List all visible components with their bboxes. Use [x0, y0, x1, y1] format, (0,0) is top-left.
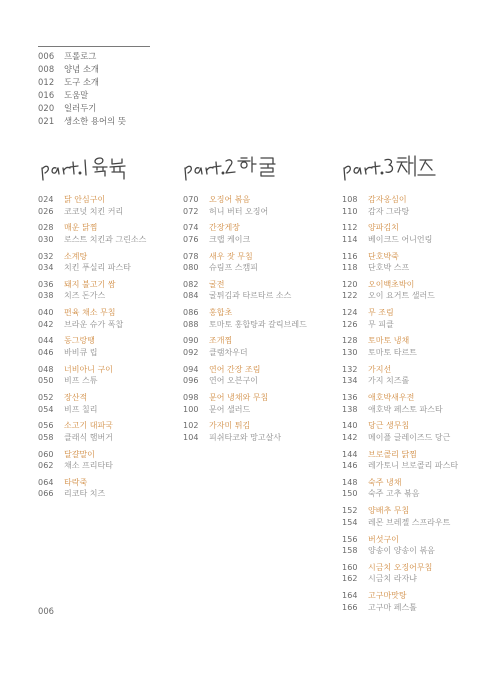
toc-entry[interactable] [342, 449, 458, 461]
page-number: 162 [342, 574, 358, 584]
page-number: 116 [342, 251, 358, 261]
entry-title: 메이플 글레이즈드 당근 [368, 432, 451, 442]
toc-entry[interactable] [38, 234, 146, 246]
toc-entry[interactable] [342, 404, 458, 416]
toc-entry[interactable] [342, 262, 458, 274]
entry-title: 굴전 [209, 279, 225, 289]
entry-title: 토마토 타르트 [368, 347, 417, 357]
toc-group [183, 364, 307, 387]
page-number: 130 [342, 347, 358, 357]
page-number: 126 [342, 319, 358, 329]
toc-entry[interactable] [38, 307, 146, 319]
entry-title: 시금치 오징어무침 [368, 562, 433, 572]
toc-entry[interactable] [342, 251, 458, 263]
toc-entry[interactable] [38, 89, 126, 102]
part1-list [38, 194, 146, 505]
entry-title: 클래식 햄버거 [64, 432, 113, 442]
page-number: 044 [38, 336, 54, 346]
page-number: 102 [183, 421, 199, 431]
toc-entry[interactable] [38, 50, 126, 63]
page-number: 046 [38, 347, 54, 357]
entry-title: 슈림프 스캠피 [209, 263, 258, 273]
page-number: 148 [342, 477, 358, 487]
page-number: 072 [183, 206, 199, 216]
page-number: 082 [183, 279, 199, 289]
entry-title: 베이크드 어니언링 [368, 234, 433, 244]
page-number: 156 [342, 534, 358, 544]
toc-entry[interactable] [38, 76, 126, 89]
toc-entry[interactable] [342, 319, 458, 331]
page-number: 024 [38, 195, 54, 204]
toc-entry[interactable] [183, 279, 307, 291]
page-number: 150 [342, 489, 358, 499]
toc-entry[interactable] [342, 590, 458, 602]
page-number: 038 [38, 291, 54, 301]
toc-group [183, 279, 307, 302]
page-number: 030 [38, 234, 54, 244]
toc-entry[interactable] [38, 63, 126, 76]
toc-group [342, 392, 458, 415]
toc-entry[interactable] [183, 432, 307, 444]
toc-group [183, 420, 307, 443]
toc-group [38, 194, 146, 217]
toc-entry[interactable] [38, 251, 146, 263]
toc-entry[interactable] [183, 290, 307, 302]
intro-list [38, 50, 126, 127]
page-number: 012 [38, 76, 55, 87]
page-number: 134 [342, 376, 358, 386]
entry-title: 소고기 대파국 [64, 421, 113, 431]
part2-heading [183, 148, 293, 182]
entry-title: 동그랑땡 [64, 336, 95, 346]
entry-title: 간장게장 [209, 223, 240, 233]
page-number: 006 [38, 51, 55, 61]
toc-entry[interactable] [38, 375, 146, 387]
toc-entry[interactable] [342, 194, 458, 206]
entry-title: 로스트 치킨과 그린소스 [64, 234, 147, 244]
page-number: 138 [342, 404, 358, 414]
entry-title: 조개찜 [209, 336, 233, 346]
page-number: 008 [38, 63, 55, 74]
page-number: 136 [342, 393, 358, 403]
page-number: 060 [38, 449, 54, 459]
toc-entry[interactable] [38, 404, 146, 416]
toc-group [342, 534, 458, 557]
page-number: 026 [38, 206, 54, 216]
toc-entry[interactable] [183, 234, 307, 246]
toc-group [38, 449, 146, 472]
page-number: 100 [183, 404, 199, 414]
toc-group [38, 335, 146, 358]
part1-handwriting [40, 148, 150, 182]
toc-entry[interactable] [183, 251, 307, 263]
toc-entry[interactable] [342, 335, 458, 347]
entry-title: 고구마맛탕 [368, 591, 407, 601]
toc-group [342, 279, 458, 302]
page-number: 054 [38, 404, 54, 414]
toc-group [342, 364, 458, 387]
entry-title: 새우 잣 무침 [209, 251, 253, 261]
page-number: 050 [38, 376, 54, 386]
entry-title: 장산적 [64, 393, 88, 403]
toc-group [38, 307, 146, 330]
toc-group [342, 590, 458, 613]
entry-title: 감자 그라탕 [368, 206, 410, 216]
entry-title: 오이백초박이 [368, 279, 415, 289]
toc-group [183, 251, 307, 274]
top-rule [38, 46, 150, 47]
page-number: 088 [183, 319, 199, 329]
page-number: 132 [342, 364, 358, 374]
entry-title: 가지선 [368, 364, 392, 374]
page-number: 104 [183, 432, 199, 442]
entry-title: 당근 생무침 [368, 421, 410, 431]
toc-entry[interactable] [38, 432, 146, 444]
entry-title: 단호박 스프 [368, 263, 410, 273]
page-number: 056 [38, 421, 54, 431]
toc-group [38, 420, 146, 443]
toc-group [38, 364, 146, 387]
toc-group [38, 477, 146, 500]
entry-title: 바비큐 립 [64, 347, 98, 357]
toc-entry[interactable] [342, 279, 458, 291]
part3-handwriting [342, 148, 452, 182]
page-number-footer: 006 [38, 606, 54, 616]
page-number: 094 [183, 364, 199, 374]
page-number: 110 [342, 206, 358, 216]
toc-group [38, 392, 146, 415]
page-number: 096 [183, 376, 199, 386]
entry-title: 달걀말이 [64, 449, 95, 459]
toc-entry[interactable] [342, 602, 458, 614]
toc-entry[interactable] [183, 404, 307, 416]
entry-title: 코코넛 치킨 커리 [64, 206, 124, 216]
part3-heading [342, 148, 452, 182]
toc-entry[interactable] [38, 290, 146, 302]
part2-handwriting [183, 148, 293, 182]
toc-entry[interactable] [342, 488, 458, 500]
entry-title: 고구마 페스톨 [368, 602, 417, 612]
entry-title: 생소한 용어의 뜻 [64, 115, 126, 126]
page-number: 062 [38, 461, 54, 471]
entry-title: 양념 소개 [64, 63, 100, 74]
entry-title: 홍합초 [209, 308, 233, 318]
entry-title: 무 조림 [368, 308, 394, 318]
toc-entry[interactable] [183, 347, 307, 359]
toc-entry[interactable] [183, 222, 307, 234]
part2-list [183, 194, 307, 449]
toc-entry[interactable] [38, 319, 146, 331]
page-number: 114 [342, 234, 358, 244]
page-number: 146 [342, 461, 358, 471]
entry-title: 비프 칠리 [64, 404, 98, 414]
part3-list [342, 194, 458, 618]
page-number: 122 [342, 291, 358, 301]
entry-title: 리코타 치즈 [64, 489, 106, 499]
entry-title: 클램차우더 [209, 347, 248, 357]
toc-entry[interactable] [183, 206, 307, 218]
entry-title: 너비아니 구이 [64, 364, 113, 374]
entry-title: 토마토 홍합탕과 갈릭브레드 [209, 319, 307, 329]
toc-entry[interactable] [342, 290, 458, 302]
entry-title: 브라운 슈가 폭찹 [64, 319, 124, 329]
page-number: 142 [342, 432, 358, 442]
toc-entry[interactable] [38, 262, 146, 274]
page-number: 154 [342, 517, 358, 527]
toc-entry[interactable] [183, 307, 307, 319]
toc-entry[interactable] [342, 307, 458, 319]
page-number: 074 [183, 223, 199, 233]
toc-entry[interactable] [342, 534, 458, 546]
page-number: 016 [38, 89, 55, 100]
toc-entry[interactable] [342, 234, 458, 246]
entry-title: 토마토 냉채 [368, 336, 410, 346]
entry-title: 허니 버터 오징어 [209, 206, 269, 216]
page-number: 124 [342, 308, 358, 318]
toc-group [38, 279, 146, 302]
toc-entry[interactable] [342, 222, 458, 234]
entry-title: 문어 샐러드 [209, 404, 251, 414]
page-number: 152 [342, 506, 358, 516]
entry-title: 비프 스튜 [64, 376, 98, 386]
entry-title: 단호박죽 [368, 251, 399, 261]
entry-title: 레가토니 브로콜리 파스타 [368, 461, 459, 471]
entry-title: 오징어 볶음 [209, 195, 251, 204]
page-number: 164 [342, 591, 358, 601]
entry-title: 숙주 냉채 [368, 477, 402, 487]
page-number: 118 [342, 263, 358, 273]
page-number: 086 [183, 308, 199, 318]
page-number: 066 [38, 489, 54, 499]
entry-title: 피쉬타코와 망고살사 [209, 432, 282, 442]
toc-entry[interactable] [342, 420, 458, 432]
page-number: 084 [183, 291, 199, 301]
toc-entry[interactable] [342, 505, 458, 517]
toc-group [342, 335, 458, 358]
entry-title: 채소 프리타타 [64, 461, 113, 471]
toc-group [342, 251, 458, 274]
page-number: 042 [38, 319, 54, 329]
entry-title: 편육 채소 무침 [64, 308, 116, 318]
entry-title: 소계탕 [64, 251, 88, 261]
page-number: 092 [183, 347, 199, 357]
page-number: 032 [38, 251, 54, 261]
page-number: 090 [183, 336, 199, 346]
entry-title: 브로콜리 닭찜 [368, 449, 417, 459]
toc-entry[interactable] [342, 364, 458, 376]
entry-title: 치즈 돈가스 [64, 291, 106, 301]
page-number: 098 [183, 393, 199, 403]
toc-entry[interactable] [38, 347, 146, 359]
entry-title: 크랩 케이크 [209, 234, 251, 244]
page-number: 040 [38, 308, 54, 318]
toc-entry[interactable] [38, 449, 146, 461]
page-number: 140 [342, 421, 358, 431]
toc-entry[interactable] [342, 460, 458, 472]
page-number: 128 [342, 336, 358, 346]
page-number: 048 [38, 364, 54, 374]
toc-entry[interactable] [38, 477, 146, 489]
page-number: 144 [342, 449, 358, 459]
toc-group [183, 222, 307, 245]
toc-entry[interactable] [38, 102, 126, 115]
toc-entry[interactable] [342, 562, 458, 574]
toc-entry[interactable] [183, 392, 307, 404]
entry-title: 연어 간장 조림 [209, 364, 261, 374]
toc-entry[interactable] [342, 347, 458, 359]
entry-title: 문어 냉채와 무침 [209, 393, 269, 403]
page-number: 076 [183, 234, 199, 244]
toc-group [342, 505, 458, 528]
page-number: 021 [38, 115, 55, 126]
entry-title: 무 피클 [368, 319, 394, 329]
page-number: 112 [342, 223, 358, 233]
page-number: 120 [342, 279, 358, 289]
toc-entry[interactable] [183, 335, 307, 347]
toc-entry[interactable] [183, 420, 307, 432]
toc-entry[interactable] [38, 115, 126, 128]
toc-entry[interactable] [183, 319, 307, 331]
entry-title: 감자옹심이 [368, 195, 407, 204]
toc-entry[interactable] [183, 375, 307, 387]
toc-entry[interactable] [183, 194, 307, 206]
page-number: 058 [38, 432, 54, 442]
toc-entry[interactable] [38, 279, 146, 291]
entry-title: 양배추 무침 [368, 506, 410, 516]
toc-group [342, 477, 458, 500]
page-number: 052 [38, 393, 54, 403]
entry-title: 굴튀김과 타르타르 소스 [209, 291, 292, 301]
entry-title: 연어 오븐구이 [209, 376, 258, 386]
toc-entry[interactable] [38, 335, 146, 347]
toc-group [183, 194, 307, 217]
entry-title: 레몬 브레젤 스프라우트 [368, 517, 451, 527]
toc-entry[interactable] [38, 194, 146, 206]
entry-title: 타락죽 [64, 477, 88, 487]
entry-title: 숙주 고추 볶음 [368, 489, 420, 499]
entry-title: 도구 소개 [64, 76, 100, 87]
entry-title: 일러두기 [64, 102, 97, 113]
page-number: 034 [38, 263, 54, 273]
entry-title: 오이 요거트 샐러드 [368, 291, 435, 301]
part1-heading [40, 148, 150, 182]
page-number: 078 [183, 251, 199, 261]
toc-entry[interactable] [38, 420, 146, 432]
toc-entry[interactable] [38, 488, 146, 500]
toc-entry[interactable] [342, 432, 458, 444]
page-number: 160 [342, 562, 358, 572]
toc-entry[interactable] [342, 392, 458, 404]
toc-entry[interactable] [38, 364, 146, 376]
entry-title: 치킨 푸실리 파스타 [64, 263, 131, 273]
entry-title: 닭 안심구이 [64, 195, 106, 204]
page-number: 064 [38, 477, 54, 487]
page-number: 020 [38, 102, 55, 113]
toc-entry[interactable] [342, 545, 458, 557]
toc-entry[interactable] [183, 262, 307, 274]
toc-entry[interactable] [38, 222, 146, 234]
page-number: 028 [38, 223, 54, 233]
toc-group [183, 392, 307, 415]
page-number: 166 [342, 602, 358, 612]
toc-entry[interactable] [38, 392, 146, 404]
entry-title: 도움말 [64, 89, 89, 100]
toc-group [38, 222, 146, 245]
toc-group [342, 307, 458, 330]
page-number: 108 [342, 195, 358, 204]
toc-group [183, 335, 307, 358]
page-number: 036 [38, 279, 54, 289]
toc-entry[interactable] [342, 477, 458, 489]
entry-title: 애호박새우전 [368, 393, 415, 403]
page-number: 080 [183, 263, 199, 273]
entry-title: 양파김치 [368, 223, 399, 233]
toc-group [342, 222, 458, 245]
page-number: 158 [342, 546, 358, 556]
entry-title: 버섯구이 [368, 534, 399, 544]
toc-group [183, 307, 307, 330]
entry-title: 프롤로그 [64, 51, 97, 61]
toc-entry[interactable] [342, 206, 458, 218]
toc-entry[interactable] [183, 364, 307, 376]
toc-group [342, 449, 458, 472]
entry-title: 가지 치즈롤 [368, 376, 410, 386]
entry-title: 가자미 튀김 [209, 421, 251, 431]
entry-title: 양송이 양송이 볶음 [368, 546, 435, 556]
toc-entry[interactable] [342, 375, 458, 387]
page-number: 070 [183, 195, 199, 204]
toc-group [342, 420, 458, 443]
toc-entry[interactable] [342, 517, 458, 529]
toc-entry[interactable] [38, 460, 146, 472]
toc-entry[interactable] [38, 206, 146, 218]
entry-title: 돼지 불고기 쌈 [64, 279, 116, 289]
toc-group [342, 562, 458, 585]
entry-title: 매운 닭찜 [64, 223, 98, 233]
entry-title: 시금치 라자냐 [368, 574, 417, 584]
entry-title: 애호박 페스토 파스타 [368, 404, 443, 414]
toc-entry[interactable] [342, 573, 458, 585]
toc-group [342, 194, 458, 217]
toc-group [38, 251, 146, 274]
